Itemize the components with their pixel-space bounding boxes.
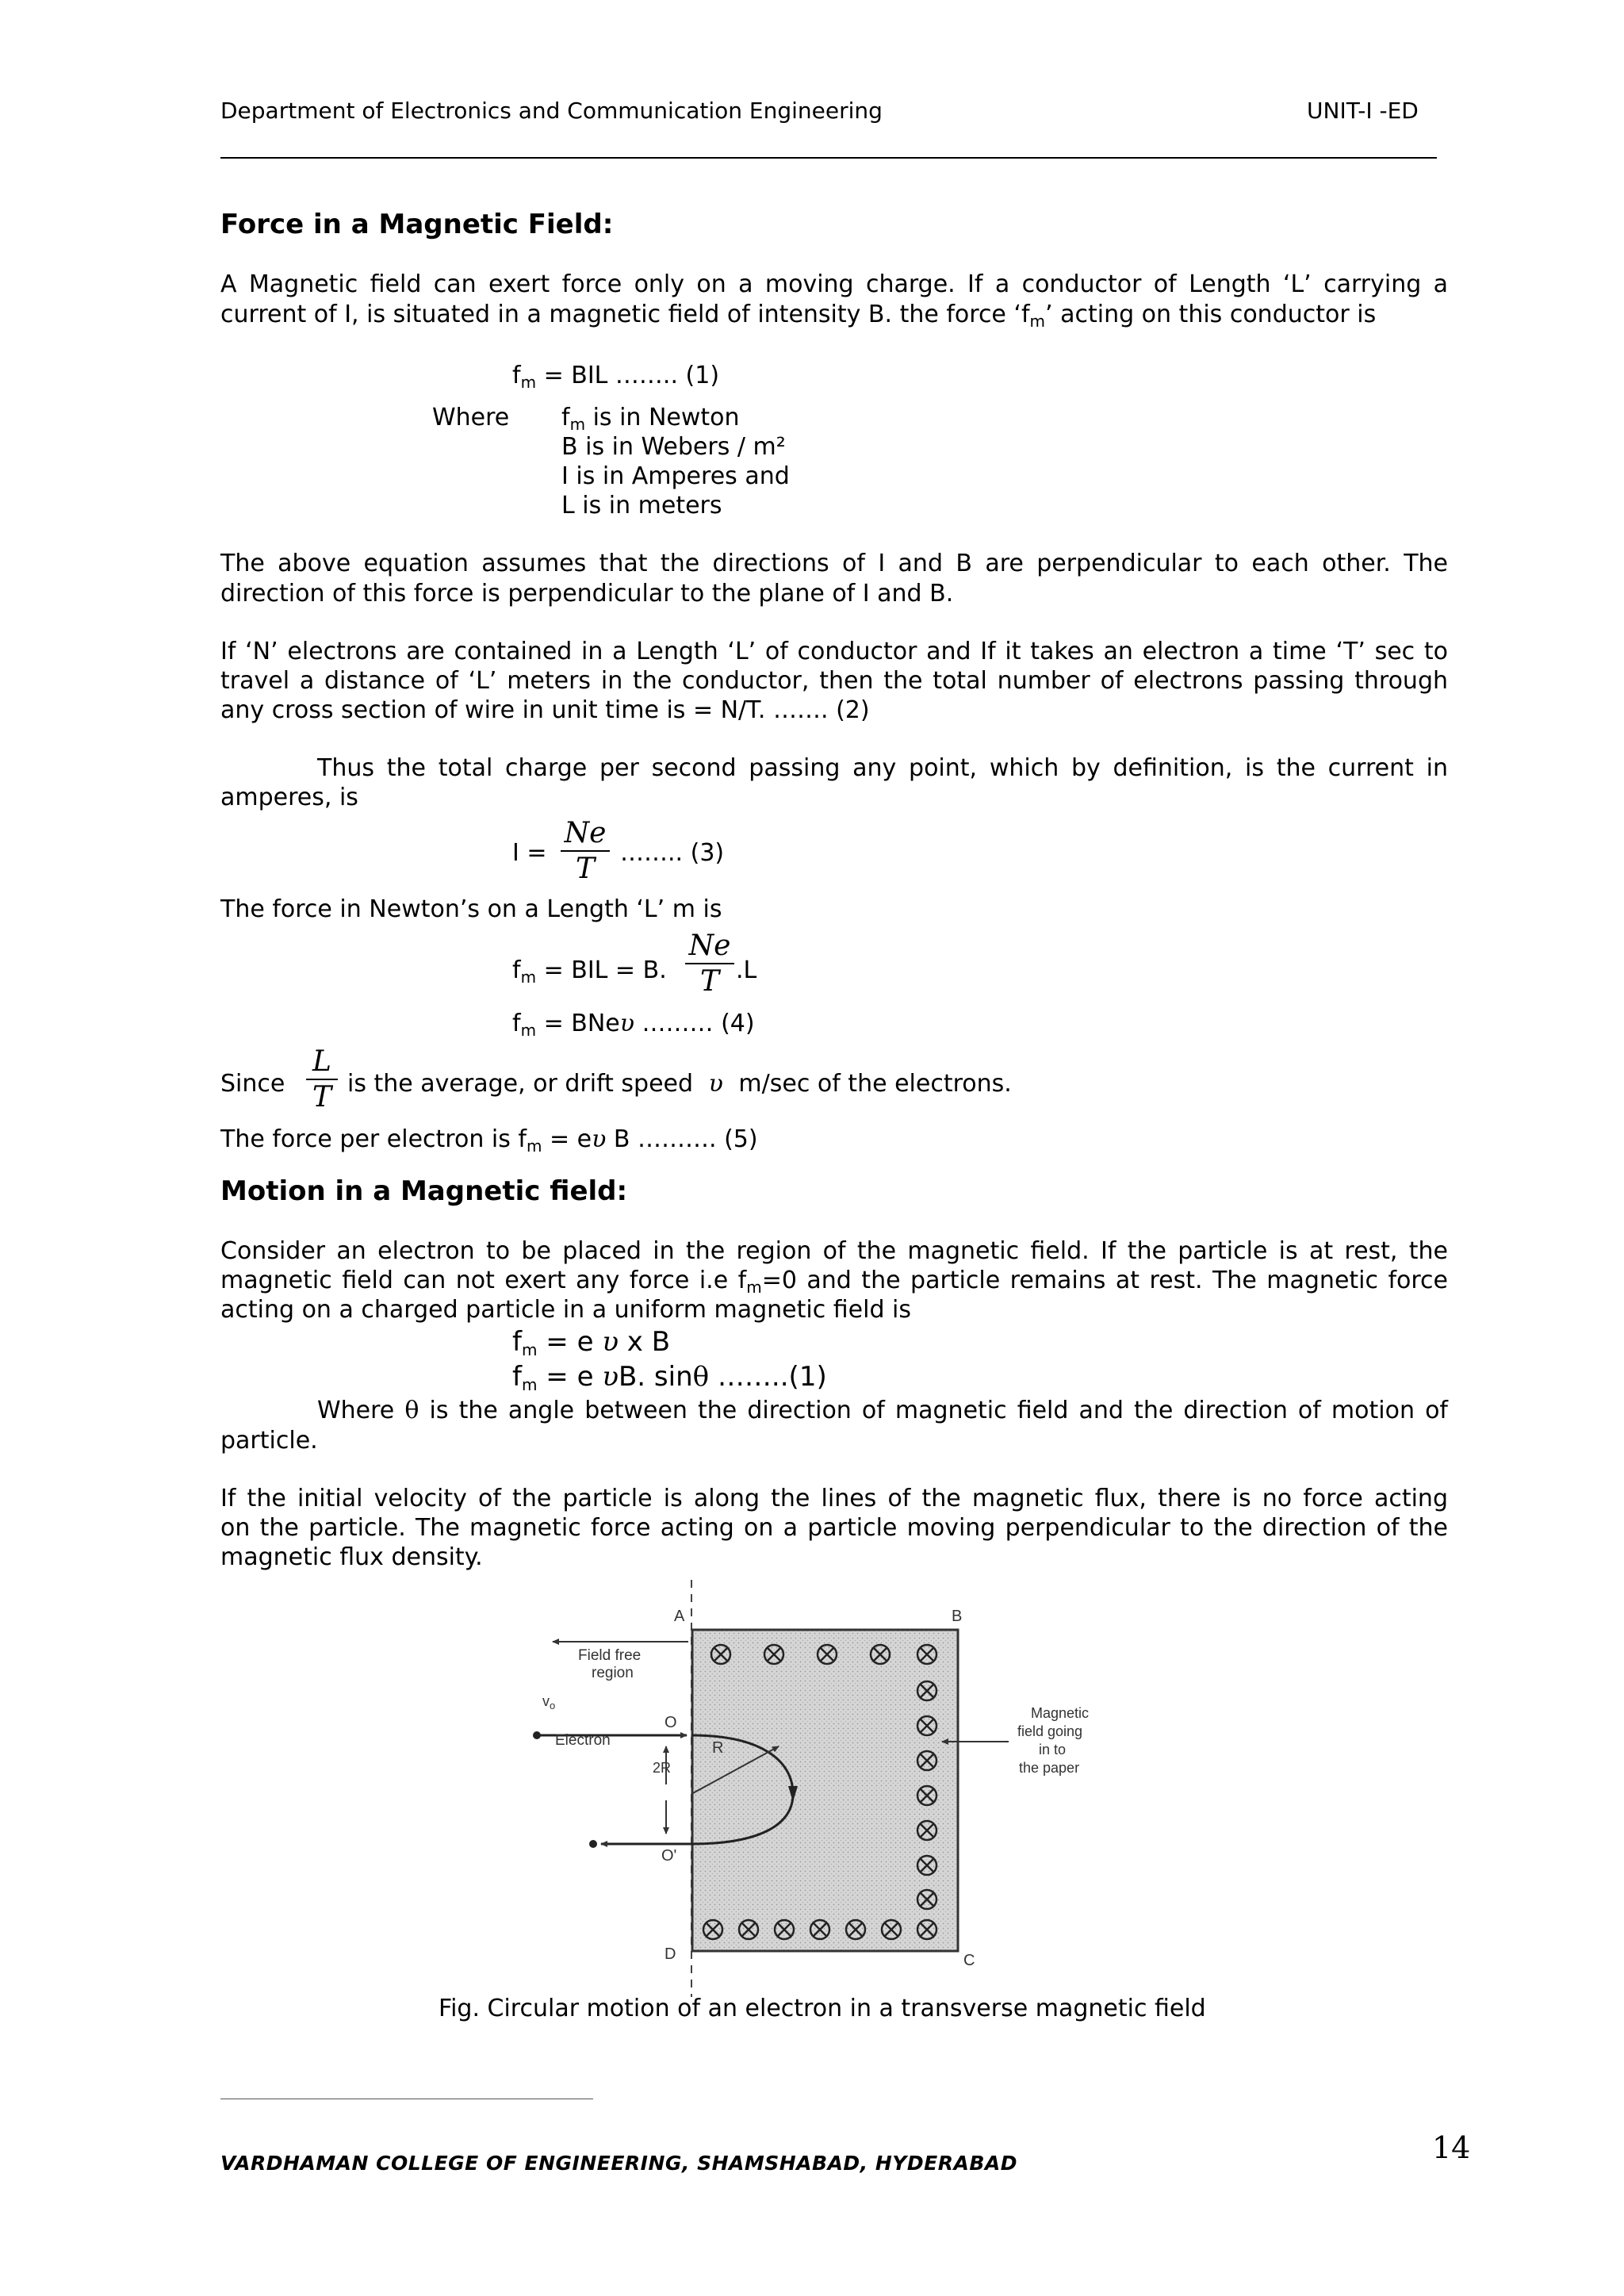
motion-para3-line-1: If the initial velocity of the particle is along the lines of the magnetic flux, there is no force acting: [220, 1485, 1448, 1512]
where-item-4: L is in meters: [561, 492, 722, 519]
figure-caption: Fig. Circular motion of an electron in a transverse magnetic field: [439, 1995, 1206, 2022]
para4-line-2: amperes, is: [220, 784, 358, 811]
label-b: B: [952, 1608, 963, 1625]
fraction-ne-over-t-2: $\frac{Ne}{T}$: [685, 930, 734, 999]
para3-line-1: If ‘N’ electrons are contained in a Length ‘L’ of conductor and If it takes an electron a time ‘T’ sec to: [220, 638, 1448, 665]
eq4b: $f_m = BNe\upsilon$ ……… (4): [512, 1010, 755, 1040]
label-2r: 2R: [653, 1760, 672, 1776]
motion-para3-line-2: on the particle. The magnetic force acting on a particle moving perpendicular to the direction of the: [220, 1514, 1448, 1542]
para4-line-1: Thus the total charge per second passing any point, which by definition, is the current in: [317, 754, 1448, 782]
fraction-l-over-t: $\frac{L}{T}$: [306, 1045, 338, 1115]
equation-fm-sin: $f_m = e$ υB. sinθ ……..(1): [512, 1361, 827, 1394]
electron-end-dot: [589, 1840, 597, 1848]
figure-electron-motion: [508, 1574, 1142, 2003]
theta-line-2: particle.: [220, 1427, 318, 1455]
label-o-prime: O': [661, 1847, 677, 1865]
since-text: is the average, or drift speed υ m/sec of the electrons.: [347, 1070, 1012, 1098]
label-d: D: [665, 1945, 676, 1963]
force-per-electron: The force per electron is $f_m = e\upsilon$ B ………. (5): [220, 1125, 758, 1156]
section-title-force: Force in a Magnetic Field:: [220, 209, 614, 240]
since-label: Since: [220, 1070, 285, 1098]
label-field-free-2: region: [592, 1665, 634, 1681]
label-c: C: [963, 1952, 975, 1969]
label-magnetic-1: Magnetic: [1031, 1705, 1090, 1721]
intro-line-2: current of I, is situated in a magnetic field of intensity B. the force ‘$f_m$’ acting on this conductor is: [220, 301, 1377, 331]
footer-college: VARDHAMAN COLLEGE OF ENGINEERING, SHAMSHABAD, HYDERABAD: [220, 2152, 1017, 2175]
where-item-3: I is in Amperes and: [561, 462, 790, 490]
motion-para1-line-2: magnetic field can not exert any force i.e $f_m=0$ and the particle remains at rest. The magnetic force: [220, 1267, 1449, 1297]
equation-1: $f_m$ = BIL …….. (1): [512, 362, 720, 392]
label-magnetic-2: field going: [1017, 1723, 1083, 1739]
theta-line-1: Where θ is the angle between the direction of magnetic field and the direction of motion of: [317, 1397, 1448, 1424]
motion-para1-line-3: acting on a charged particle in a uniform magnetic field is: [220, 1296, 911, 1324]
header-rule: [220, 157, 1437, 159]
header-department: Department of Electronics and Communication Engineering: [220, 98, 883, 124]
label-electron: Electron: [555, 1732, 611, 1749]
header-unit: UNIT-I -ED: [1307, 98, 1419, 124]
page-number: 14: [1432, 2130, 1471, 2165]
para3-line-3: any cross section of wire in unit time is = N/T. ……. (2): [220, 696, 870, 724]
equation-fm-cross: $f_m = e$ υ x B: [512, 1326, 671, 1359]
label-o: O: [665, 1714, 677, 1731]
motion-para3-line-3: magnetic flux density.: [220, 1543, 483, 1571]
para2-line-1: The above equation assumes that the directions of I and B are perpendicular to each other. The: [220, 550, 1448, 577]
label-v0: $v_o$: [542, 1693, 556, 1711]
where-label: Where: [432, 404, 510, 431]
label-magnetic-4: the paper: [1019, 1760, 1080, 1776]
motion-para1-line-1: Consider an electron to be placed in the region of the magnetic field. If the particle is at rest, the: [220, 1237, 1448, 1265]
fraction-ne-over-t: $\frac{Ne}{T}$: [561, 817, 610, 887]
label-field-free-1: Field free: [578, 1647, 642, 1664]
para3-line-2: travel a distance of ‘L’ meters in the conductor, then the total number of electrons passing through: [220, 667, 1448, 695]
para2-line-2: direction of this force is perpendicular to the plane of I and B.: [220, 580, 954, 608]
eq3-rhs: …….. (3): [620, 839, 725, 867]
force-line: The force in Newton’s on a Length ‘L’ m is: [220, 895, 722, 923]
eq4a: $f_m$ = BIL = B.: [512, 956, 667, 987]
intro-line-1: A Magnetic field can exert force only on a moving charge. If a conductor of Length ‘L’ carrying a: [220, 270, 1448, 298]
eq4a-end: .L: [736, 956, 757, 984]
label-magnetic-3: in to: [1039, 1742, 1067, 1757]
where-item-2: B is in Webers / m²: [561, 433, 786, 461]
label-r: R: [712, 1739, 724, 1757]
label-a: A: [674, 1608, 685, 1625]
where-item-1: $f_m$ is in Newton: [561, 404, 740, 434]
section-title-motion: Motion in a Magnetic field:: [220, 1175, 628, 1207]
eq3-lhs: I =: [512, 839, 547, 867]
